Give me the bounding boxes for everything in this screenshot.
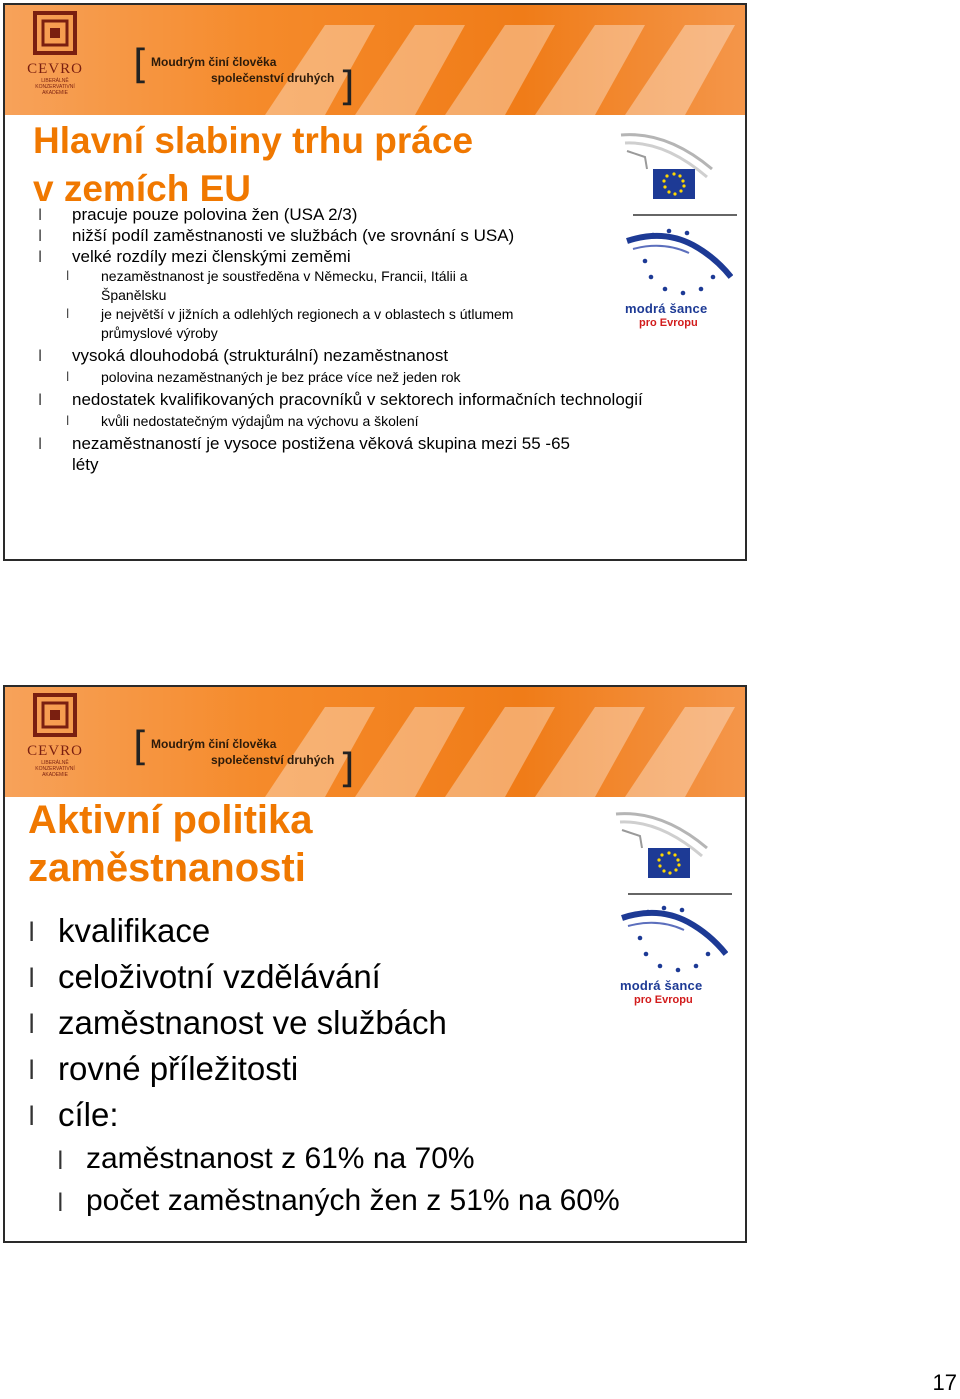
list-item: l velké rozdíly mezi členskými zeměmi	[38, 247, 351, 266]
logo-name: CEVRO	[27, 743, 83, 759]
cevro-emblem-icon	[33, 693, 77, 737]
bullet-icon: l	[57, 1147, 64, 1175]
list-item: l cíle:	[28, 1092, 668, 1138]
eu-flag-icon	[612, 808, 737, 900]
bullet-icon: l	[57, 1189, 64, 1217]
list-subitem: l polovina nezaměstnaných je bez práce více než jeden rok	[66, 369, 461, 385]
slide-1-list	[38, 204, 658, 475]
bullet-icon: l	[38, 227, 43, 245]
bullet-icon: l	[28, 1056, 36, 1086]
list-item: l zaměstnanost ve službách	[28, 1000, 668, 1046]
logo-sub-1: LIBERÁLNĚ	[41, 760, 69, 766]
motto-line-2: společenství druhých	[211, 753, 335, 767]
logo-sub-1: LIBERÁLNĚ	[41, 78, 69, 84]
list-subitem: l zaměstnanost z 61% na 70%	[28, 1138, 668, 1180]
slide-2-title	[28, 796, 313, 892]
slide-1-title	[33, 117, 473, 213]
bracket-right-icon: ]	[339, 746, 355, 792]
chance-line-2: pro Evropu	[634, 994, 693, 1006]
bullet-icon: l	[66, 370, 70, 384]
bullet-icon: l	[28, 918, 36, 948]
list-item: l nedostatek kvalifikovaných pracovníků v sektorech informačních technologií	[38, 390, 643, 409]
logo-sub-3: AKADEMIE	[42, 90, 68, 96]
header-banner	[5, 687, 745, 797]
list-item: l rovné příležitosti	[28, 1046, 668, 1092]
bullet-icon: l	[38, 435, 43, 453]
chance-line-2: pro Evropu	[639, 317, 698, 329]
list-item: l vysoká dlouhodobá (strukturální) nezaměstnanost	[38, 346, 449, 365]
bullet-icon: l	[28, 1102, 36, 1132]
eu-parliament-logo	[612, 808, 737, 905]
stairs-decoration	[265, 5, 745, 115]
cevro-logo	[20, 693, 90, 793]
chance-line-1: modrá šance	[625, 301, 708, 316]
list-subitem: l kvůli nedostatečným výdajům na výchovu a školení	[66, 413, 419, 429]
slide-1-title-line-2: v zemích EU	[33, 168, 251, 209]
motto-line-1: Moudrým činí člověka	[151, 55, 277, 69]
stairs-decoration	[265, 687, 745, 797]
bullet-icon: l	[28, 964, 36, 994]
list-item: l celoživotní vzdělávání	[28, 954, 668, 1000]
bracket-right-icon: ]	[339, 64, 355, 110]
list-subitem: l nezaměstnanost je soustředěna v Německu, Francii, Itálii a Španělsku	[66, 268, 468, 303]
list-item: l nižší podíl zaměstnanosti ve službách (ve srovnání s USA)	[38, 226, 515, 245]
list-item: l nezaměstnaností je vysoce postižena věková skupina mezi 55 -65 léty	[38, 434, 570, 474]
bullet-icon: l	[66, 414, 70, 428]
cevro-logo	[20, 11, 90, 111]
page-number: 17	[932, 1370, 957, 1395]
slide-2-list	[28, 908, 668, 1222]
bullet-icon: l	[66, 307, 70, 321]
logo-sub-3: AKADEMIE	[42, 772, 68, 778]
chance-line-1: modrá šance	[620, 978, 703, 993]
slide-1-title-line-1: Hlavní slabiny trhu práce	[33, 120, 474, 161]
header-banner	[5, 5, 745, 115]
slide-2-title-line-1: Aktivní politika	[28, 798, 313, 842]
list-item: l kvalifikace	[28, 908, 668, 954]
bullet-icon: l	[38, 347, 43, 365]
bullet-icon: l	[28, 1010, 36, 1040]
bullet-icon: l	[38, 391, 43, 409]
list-item: l pracuje pouze polovina žen (USA 2/3)	[38, 205, 358, 224]
list-subitem: l počet zaměstnaných žen z 51% na 60%	[28, 1180, 668, 1222]
motto-line-2: společenství druhých	[211, 71, 335, 85]
bracket-left-icon: [	[133, 42, 149, 88]
cevro-emblem-icon	[33, 11, 77, 55]
bracket-left-icon: [	[133, 724, 149, 770]
list-subitem: l je největší v jižních a odlehlých regionech a v oblastech s útlumem průmyslové výroby	[66, 306, 514, 341]
motto-line-1: Moudrým činí člověka	[151, 737, 277, 751]
bullet-icon: l	[38, 248, 43, 266]
bullet-icon: l	[38, 206, 43, 224]
bullet-icon: l	[66, 269, 70, 283]
logo-sub-2: KONZERVATIVNÍ	[35, 84, 75, 90]
slide-2-title-line-2: zaměstnanosti	[28, 846, 306, 890]
logo-sub-2: KONZERVATIVNÍ	[35, 766, 75, 772]
logo-name: CEVRO	[27, 61, 83, 77]
